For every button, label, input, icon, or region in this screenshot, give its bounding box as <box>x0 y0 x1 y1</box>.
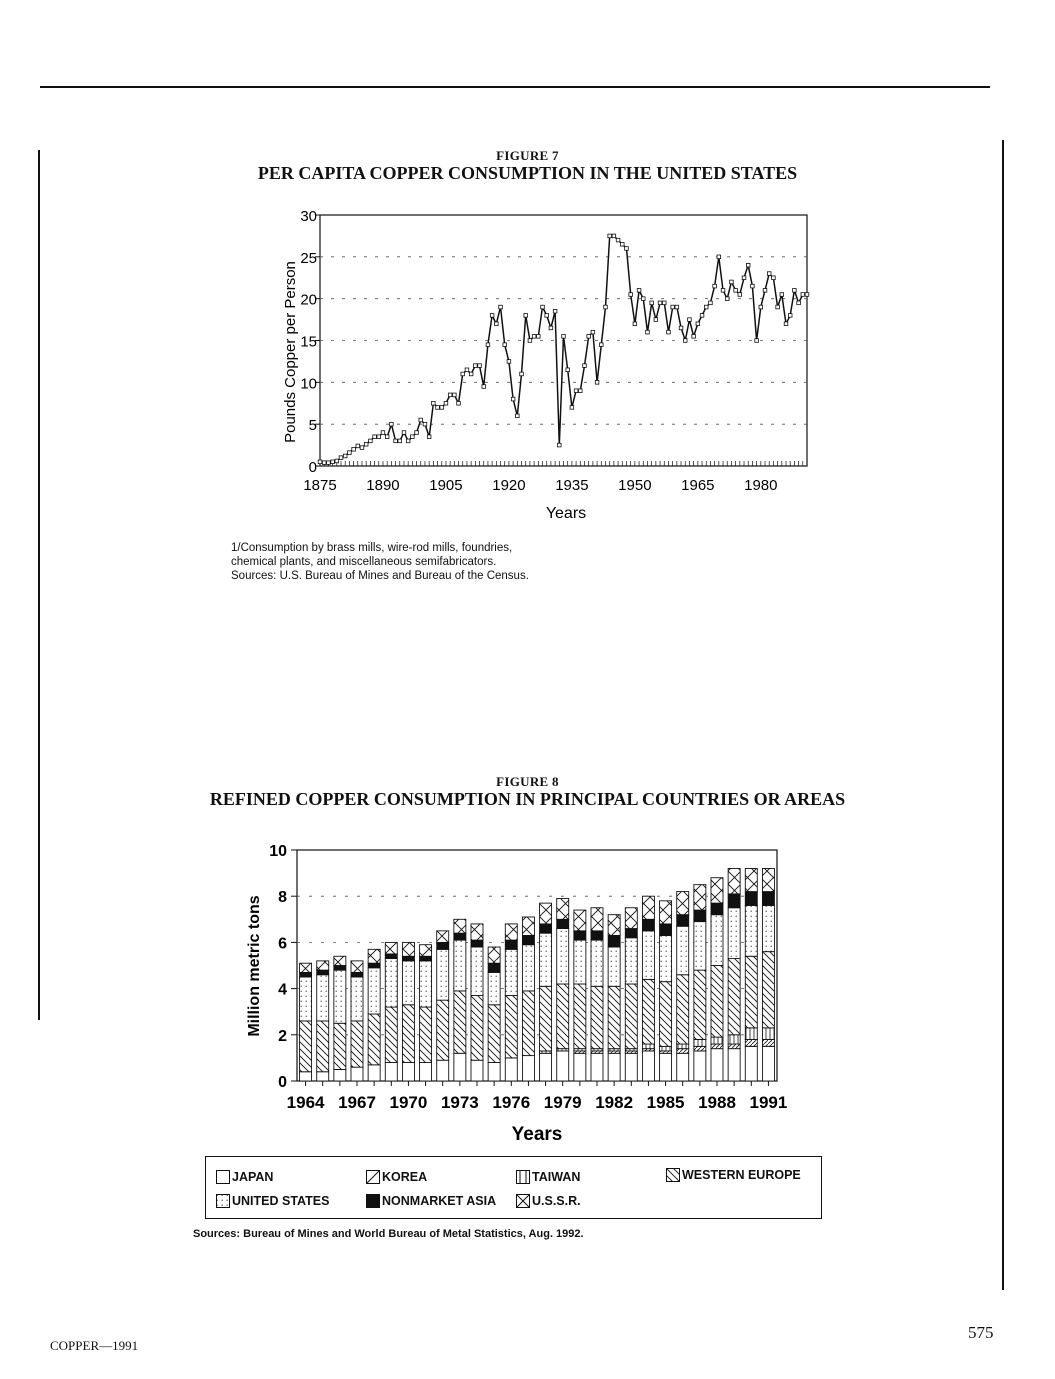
legend-item-taiwan <box>516 1170 580 1184</box>
legend-item-western-europe <box>666 1168 801 1182</box>
fig7-x-tick-label: 1950 <box>618 477 652 494</box>
fig8-bar-segment-united-states <box>625 938 637 984</box>
fig8-bar-segment-taiwan <box>694 1039 706 1046</box>
fig8-bar-segment-japan <box>694 1051 706 1081</box>
legend-swatch-korea <box>366 1170 380 1184</box>
fig8-bar-segment-taiwan <box>660 1046 672 1051</box>
fig8-bar-segment-korea <box>728 1044 740 1049</box>
fig8-bar-segment-japan <box>574 1053 586 1081</box>
fig8-bar-segment-ussr <box>420 945 432 957</box>
fig8-x-tick-label: 1964 <box>286 1093 325 1112</box>
page-number: 575 <box>968 1323 994 1342</box>
fig8-bar-segment-united-states <box>505 949 517 995</box>
fig8-bar-segment-united-states <box>300 977 312 1021</box>
figure8-source: Sources: Bureau of Mines and World Bureau of Metal Statistics, Aug. 1992. <box>193 1228 584 1240</box>
fig8-bar-segment-korea <box>711 1044 723 1049</box>
fig8-bar-segment-western-europe <box>728 959 740 1035</box>
fig8-bar-segment-japan <box>334 1069 346 1081</box>
fig8-bar-segment-ussr <box>608 915 620 936</box>
fig7-x-tick-label: 1920 <box>492 477 526 494</box>
fig8-bar-segment-nonmarket-asia <box>642 919 654 931</box>
fig8-bar-segment-nonmarket-asia <box>591 931 603 940</box>
fig8-bar-segment-united-states <box>420 961 432 1007</box>
fig8-bar-segment-western-europe <box>368 1014 380 1065</box>
fig8-bar-segment-united-states <box>368 968 380 1014</box>
fig8-bar-segment-nonmarket-asia <box>351 972 363 977</box>
fig8-bar-segment-western-europe <box>574 984 586 1049</box>
fig8-x-tick-label: 1967 <box>338 1093 376 1112</box>
fig7-y-tick-label: 10 <box>300 375 317 393</box>
fig8-bar-segment-western-europe <box>642 979 654 1044</box>
fig8-x-tick-label: 1985 <box>646 1093 685 1112</box>
legend-label: NONMARKET ASIA <box>382 1194 497 1208</box>
fig8-bar-segment-japan <box>454 1053 466 1081</box>
fig8-x-tick-label: 1979 <box>543 1093 582 1112</box>
fig8-bar-segment-japan <box>317 1072 329 1081</box>
fig8-bar-segment-taiwan <box>728 1035 740 1044</box>
legend-swatch-japan <box>216 1170 230 1184</box>
fig8-bar-segment-nonmarket-asia <box>762 892 774 906</box>
fig8-bar-segment-western-europe <box>300 1021 312 1072</box>
fig8-y-tick-label: 2 <box>278 1027 287 1045</box>
legend-label: TAIWAN <box>532 1170 581 1184</box>
figure7-note-line: chemical plants, and miscellaneous semifabricators. <box>231 556 497 568</box>
fig8-x-tick-label: 1973 <box>440 1093 479 1112</box>
fig7-y-tick-label: 15 <box>300 333 317 351</box>
fig8-bar-segment-united-states <box>351 977 363 1021</box>
fig8-bar-segment-japan <box>677 1053 689 1081</box>
fig8-bar-segment-nonmarket-asia <box>728 894 740 908</box>
fig8-bar-segment-nonmarket-asia <box>711 903 723 915</box>
fig8-x-tick-label: 1991 <box>749 1093 788 1112</box>
fig8-bar-segment-ussr <box>660 901 672 924</box>
fig8-bar-segment-ussr <box>728 868 740 893</box>
fig8-bar-segment-nonmarket-asia <box>300 972 312 977</box>
fig8-bar-segment-nonmarket-asia <box>677 915 689 927</box>
fig8-y-tick-label: 0 <box>278 1074 287 1091</box>
fig8-bar-segment-nonmarket-asia <box>625 929 637 938</box>
figure8-legend <box>205 1156 822 1219</box>
fig8-bar-segment-japan <box>437 1060 449 1081</box>
fig8-bar-segment-western-europe <box>351 1021 363 1067</box>
fig8-bar-segment-nonmarket-asia <box>557 919 569 928</box>
fig8-bar-segment-ussr <box>351 961 363 973</box>
fig8-bar-segment-ussr <box>625 908 637 929</box>
fig8-bar-segment-western-europe <box>317 1021 329 1072</box>
fig8-bar-segment-western-europe <box>745 956 757 1028</box>
fig8-bar-segment-korea <box>745 1039 757 1046</box>
fig8-y-tick-label: 6 <box>278 935 287 953</box>
fig8-bar-segment-japan <box>385 1063 397 1081</box>
fig8-bar-segment-nonmarket-asia <box>334 966 346 971</box>
legend-swatch-united-states <box>216 1194 230 1208</box>
fig8-bar-segment-nonmarket-asia <box>368 963 380 968</box>
fig8-x-axis-label: Years <box>511 1124 563 1145</box>
fig8-bar-segment-japan <box>522 1056 534 1081</box>
fig8-bar-segment-japan <box>660 1053 672 1081</box>
fig8-bar-segment-united-states <box>608 947 620 986</box>
fig8-bar-segment-united-states <box>745 905 757 956</box>
fig8-bar-segment-united-states <box>642 931 654 980</box>
fig8-bar-segment-united-states <box>728 908 740 959</box>
figure7-title: PER CAPITA COPPER CONSUMPTION IN THE UNITED STATES <box>257 163 798 183</box>
fig8-bar-segment-japan <box>728 1049 740 1081</box>
fig8-bar-segment-western-europe <box>557 984 569 1049</box>
fig8-x-tick-label: 1982 <box>595 1093 634 1112</box>
fig7-y-tick-label: 30 <box>300 208 317 225</box>
fig8-bar-segment-ussr <box>574 910 586 931</box>
fig8-bar-segment-western-europe <box>625 984 637 1049</box>
legend-item-ussr <box>516 1194 581 1208</box>
fig8-bar-segment-united-states <box>660 935 672 981</box>
fig8-bar-segment-ussr <box>471 924 483 940</box>
fig8-bar-segment-western-europe <box>660 982 672 1047</box>
fig8-bar-segment-western-europe <box>505 996 517 1058</box>
fig8-bar-segment-united-states <box>677 926 689 975</box>
fig8-bar-segment-ussr <box>402 942 414 956</box>
fig8-bar-segment-united-states <box>711 915 723 966</box>
fig8-bar-segment-taiwan <box>677 1044 689 1049</box>
fig8-bar-segment-taiwan <box>642 1044 654 1049</box>
fig7-y-tick-label: 25 <box>300 249 317 267</box>
fig8-bar-segment-ussr <box>385 942 397 954</box>
figure7-note-line: Sources: U.S. Bureau of Mines and Bureau of the Census. <box>231 570 529 582</box>
fig8-bar-segment-united-states <box>385 959 397 1008</box>
fig7-y-tick-label: 0 <box>308 459 317 476</box>
fig8-bar-segment-nonmarket-asia <box>745 892 757 906</box>
fig8-bar-segment-nonmarket-asia <box>574 931 586 940</box>
fig8-bar-segment-western-europe <box>420 1007 432 1062</box>
legend-label: U.S.S.R. <box>532 1194 581 1208</box>
fig8-bar-segment-nonmarket-asia <box>505 940 517 949</box>
legend-label: WESTERN EUROPE <box>682 1168 801 1182</box>
fig8-bar-segment-ussr <box>557 899 569 920</box>
fig8-bar-segment-korea <box>677 1049 689 1054</box>
fig8-bar-segment-japan <box>368 1065 380 1081</box>
fig8-bar-segment-united-states <box>522 945 534 991</box>
legend-swatch-ussr <box>516 1194 530 1208</box>
fig7-x-axis-label: Years <box>545 505 587 522</box>
fig7-y-tick-label: 5 <box>308 417 317 435</box>
legend-item-united-states <box>216 1194 329 1208</box>
fig8-y-tick-label: 8 <box>278 889 287 907</box>
fig8-bar-segment-nonmarket-asia <box>608 935 620 947</box>
fig8-bar-segment-western-europe <box>522 991 534 1056</box>
fig8-bar-segment-ussr <box>522 917 534 935</box>
fig8-bar-segment-nonmarket-asia <box>471 940 483 947</box>
fig8-bar-segment-ussr <box>762 868 774 891</box>
fig8-bar-segment-western-europe <box>437 1000 449 1060</box>
fig8-bar-segment-united-states <box>762 905 774 951</box>
fig7-x-tick-label: 1890 <box>366 477 400 494</box>
fig8-bar-segment-nonmarket-asia <box>694 910 706 922</box>
fig8-bar-segment-ussr <box>642 896 654 919</box>
fig8-bar-segment-japan <box>762 1046 774 1081</box>
fig8-bar-segment-ussr <box>437 931 449 943</box>
fig7-y-axis-label: Pounds Copper per Person <box>282 261 299 443</box>
fig8-bar-segment-japan <box>505 1058 517 1081</box>
fig7-x-tick-label: 1965 <box>681 477 715 494</box>
fig8-bar-segment-ussr <box>540 903 552 924</box>
fig8-bar-segment-united-states <box>574 940 586 984</box>
fig8-x-tick-label: 1976 <box>492 1093 531 1112</box>
fig7-x-tick-label: 1905 <box>429 477 463 494</box>
fig8-bar-segment-united-states <box>540 933 552 986</box>
fig8-bar-segment-japan <box>642 1051 654 1081</box>
fig8-bar-segment-taiwan <box>711 1037 723 1044</box>
fig8-bar-segment-nonmarket-asia <box>540 924 552 933</box>
fig8-bar-segment-japan <box>300 1072 312 1081</box>
legend-item-japan <box>216 1170 273 1184</box>
fig8-bar-segment-united-states <box>454 940 466 991</box>
fig8-bar-segment-western-europe <box>488 1005 500 1063</box>
fig8-bar-segment-united-states <box>471 947 483 996</box>
fig8-bar-segment-japan <box>420 1063 432 1081</box>
fig8-bar-segment-western-europe <box>694 970 706 1039</box>
legend-item-nonmarket-asia <box>366 1194 496 1208</box>
fig8-bar-segment-ussr <box>694 885 706 910</box>
fig8-bar-segment-western-europe <box>608 986 620 1048</box>
fig8-bar-segment-western-europe <box>334 1023 346 1069</box>
fig8-x-tick-label: 1970 <box>389 1093 428 1112</box>
fig8-bar-segment-united-states <box>557 929 569 984</box>
fig8-bar-segment-korea <box>762 1039 774 1046</box>
fig8-bar-segment-western-europe <box>402 1005 414 1063</box>
fig8-bar-segment-ussr <box>677 892 689 915</box>
footer-title: COPPER—1991 <box>50 1338 139 1353</box>
fig8-bar-segment-nonmarket-asia <box>385 954 397 959</box>
fig8-bar-segment-korea <box>694 1046 706 1051</box>
fig8-bar-segment-western-europe <box>591 986 603 1048</box>
fig8-bar-segment-japan <box>471 1060 483 1081</box>
fig8-bar-segment-japan <box>540 1053 552 1081</box>
fig8-bar-segment-united-states <box>334 970 346 1023</box>
fig8-y-tick-label: 4 <box>278 981 287 999</box>
legend-swatch-nonmarket-asia <box>366 1194 380 1208</box>
figure8-label: FIGURE 8 <box>496 774 559 789</box>
fig7-x-tick-label: 1935 <box>555 477 589 494</box>
fig8-bar-segment-japan <box>608 1053 620 1081</box>
fig8-bar-segment-ussr <box>317 961 329 970</box>
fig8-bar-segment-ussr <box>454 919 466 933</box>
fig8-bar-segment-nonmarket-asia <box>420 956 432 961</box>
fig8-bar-segment-united-states <box>694 922 706 971</box>
fig8-bar-segment-ussr <box>300 963 312 972</box>
fig8-bar-segment-nonmarket-asia <box>317 970 329 975</box>
fig8-bar-segment-western-europe <box>677 975 689 1044</box>
legend-swatch-taiwan <box>516 1170 530 1184</box>
fig8-x-tick-label: 1988 <box>698 1093 736 1112</box>
fig8-bar-segment-western-europe <box>711 966 723 1038</box>
legend-swatch-western-europe <box>666 1168 680 1182</box>
fig8-bar-segment-nonmarket-asia <box>488 963 500 972</box>
fig8-bar-segment-japan <box>557 1051 569 1081</box>
fig8-bar-segment-ussr <box>711 878 723 903</box>
fig8-bar-segment-nonmarket-asia <box>454 933 466 940</box>
fig8-bar-segment-western-europe <box>540 986 552 1051</box>
fig8-bar-segment-western-europe <box>385 1007 397 1062</box>
fig8-bar-segment-ussr <box>505 924 517 940</box>
legend-item-korea <box>366 1170 427 1184</box>
fig8-bar-segment-japan <box>711 1049 723 1081</box>
legend-label: UNITED STATES <box>232 1194 330 1208</box>
fig8-bar-segment-japan <box>402 1063 414 1081</box>
fig8-bar-segment-western-europe <box>454 991 466 1053</box>
fig8-bar-segment-nonmarket-asia <box>437 942 449 949</box>
fig8-bar-segment-ussr <box>488 947 500 963</box>
fig8-bar-segment-united-states <box>437 949 449 1000</box>
figure7-label: FIGURE 7 <box>496 148 559 163</box>
fig8-bar-segment-nonmarket-asia <box>660 924 672 936</box>
figure7-note-line: 1/Consumption by brass mills, wire-rod mills, foundries, <box>231 542 513 554</box>
fig8-bar-segment-taiwan <box>762 1028 774 1040</box>
legend-label: KOREA <box>382 1170 428 1184</box>
fig8-bar-segment-ussr <box>591 908 603 931</box>
fig8-bar-segment-nonmarket-asia <box>522 935 534 944</box>
fig8-bar-segment-japan <box>488 1063 500 1081</box>
legend-label: JAPAN <box>232 1170 274 1184</box>
fig8-bar-segment-united-states <box>402 961 414 1005</box>
fig8-bar-segment-united-states <box>488 972 500 1004</box>
fig8-bar-segment-japan <box>745 1046 757 1081</box>
fig7-x-tick-label: 1980 <box>744 477 778 494</box>
fig8-bar-segment-western-europe <box>471 996 483 1061</box>
figure8-title: REFINED COPPER CONSUMPTION IN PRINCIPAL COUNTRIES OR AREAS <box>209 789 846 809</box>
fig8-bar-segment-ussr <box>334 956 346 965</box>
fig7-x-tick-label: 1875 <box>303 477 337 494</box>
fig8-bar-segment-japan <box>351 1067 363 1081</box>
fig8-y-axis-label: Million metric tons <box>246 895 263 1037</box>
fig8-y-tick-label: 10 <box>269 843 287 860</box>
fig8-bar-segment-japan <box>625 1053 637 1081</box>
fig8-bar-segment-united-states <box>591 940 603 986</box>
fig8-bar-segment-united-states <box>317 975 329 1021</box>
fig8-bar-segment-nonmarket-asia <box>402 956 414 961</box>
fig8-bar-segment-taiwan <box>745 1028 757 1040</box>
fig8-bar-segment-western-europe <box>762 952 774 1028</box>
fig8-bar-segment-ussr <box>745 868 757 891</box>
fig8-bar-segment-japan <box>591 1053 603 1081</box>
fig8-bar-segment-ussr <box>368 949 380 963</box>
fig7-y-tick-label: 20 <box>300 291 317 309</box>
